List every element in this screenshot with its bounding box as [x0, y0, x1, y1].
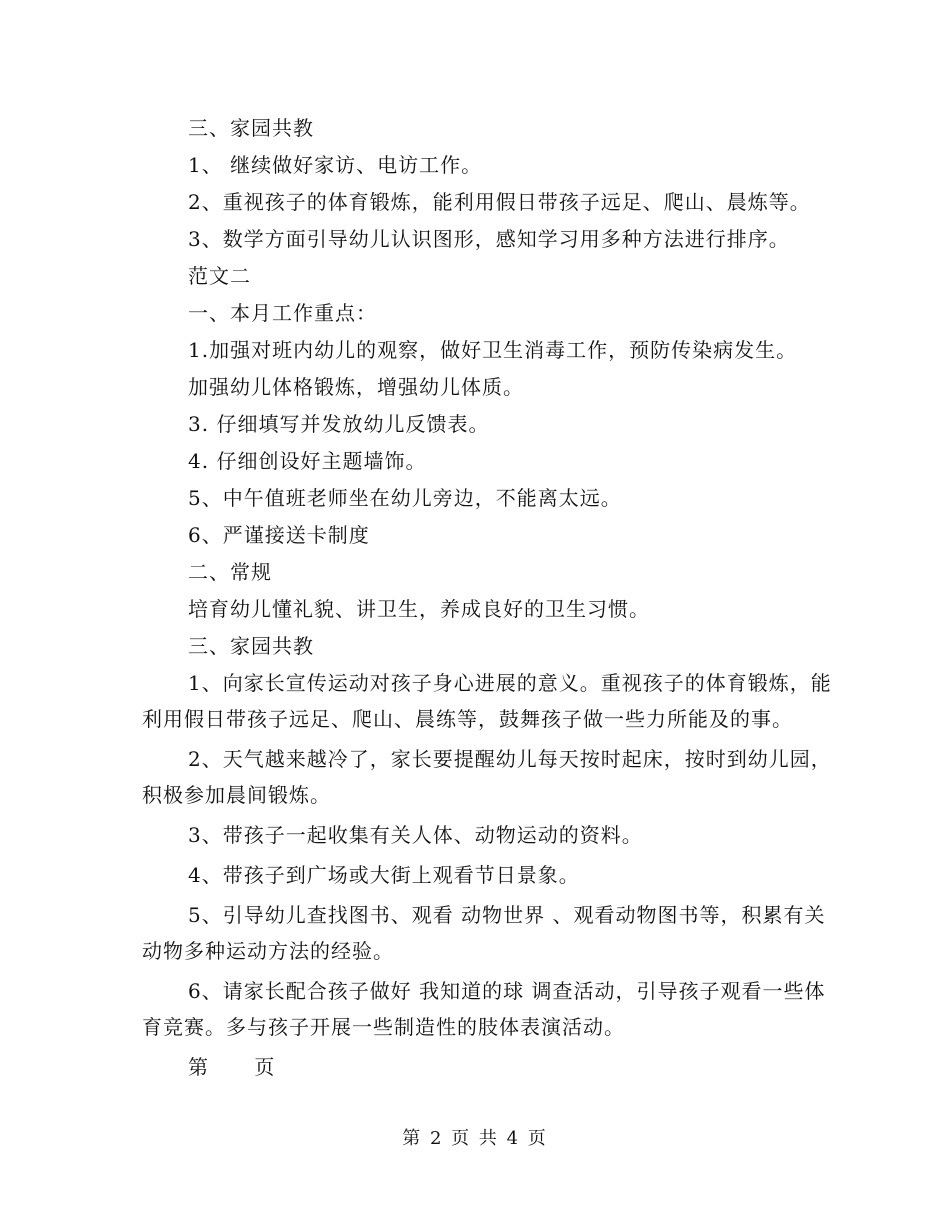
document-body [142, 110, 832, 1086]
list-item: 3、数学方面引导幼儿认识图形，感知学习用多种方法进行排序。 [188, 227, 790, 251]
paragraph: 6、请家长配合孩子做好 我知道的球 调查活动，引导孩子观看一些体育竞赛。多与孩子开展一些制造性的肢体表演活动。 [142, 979, 826, 1039]
routine-text: 培育幼儿懂礼貌、讲卫生，养成良好的卫生习惯。 [188, 597, 650, 621]
section-heading-home-school: 三、家园共教 [188, 634, 314, 658]
page-footer: 第 2 页 共 4 页 [402, 1128, 548, 1149]
page-mark: 第 页 [188, 1055, 295, 1079]
section-heading-home-school: 三、家园共教 [188, 116, 314, 140]
paragraph: 5、引导幼儿查找图书、观看 动物世界 、观看动物图书等，积累有关动物多种运动方法的经验。 [142, 903, 826, 963]
list-item: 3. 仔细填写并发放幼儿反馈表。 [188, 412, 490, 436]
paragraph: 4、带孩子到广场或大街上观看节日景象。 [188, 863, 580, 887]
section-heading-routine: 二、常规 [188, 560, 272, 584]
list-item: 4. 仔细创设好主题墙饰。 [188, 449, 427, 473]
paragraph: 1、向家长宣传运动对孩子身心进展的意义。重视孩子的体育锻炼，能利用假日带孩子远足、爬山、晨练等，鼓舞孩子做一些力所能及的事。 [142, 671, 832, 731]
paragraph: 3、带孩子一起收集有关人体、动物运动的资料。 [188, 823, 643, 847]
list-item: 5、中午值班老师坐在幼儿旁边，不能离太远。 [188, 486, 622, 510]
paragraph: 2、天气越来越冷了，家长要提醒幼儿每天按时起床，按时到幼儿园，积极参加晨间锻炼。 [142, 747, 832, 807]
list-item: 2、重视孩子的体育锻炼，能利用假日带孩子远足、爬山、晨炼等。 [188, 190, 811, 214]
list-item: 6、严谨接送卡制度 [188, 523, 370, 547]
section-heading-focus: 一、本月工作重点： [188, 301, 377, 325]
list-item: 1.加强对班内幼儿的观察，做好卫生消毒工作，预防传染病发生。 [188, 338, 798, 362]
sample-heading: 范文二 [188, 264, 251, 288]
list-item: 1、 继续做好家访、电访工作。 [188, 153, 483, 177]
list-item: 加强幼儿体格锻炼，增强幼儿体质。 [188, 375, 524, 399]
